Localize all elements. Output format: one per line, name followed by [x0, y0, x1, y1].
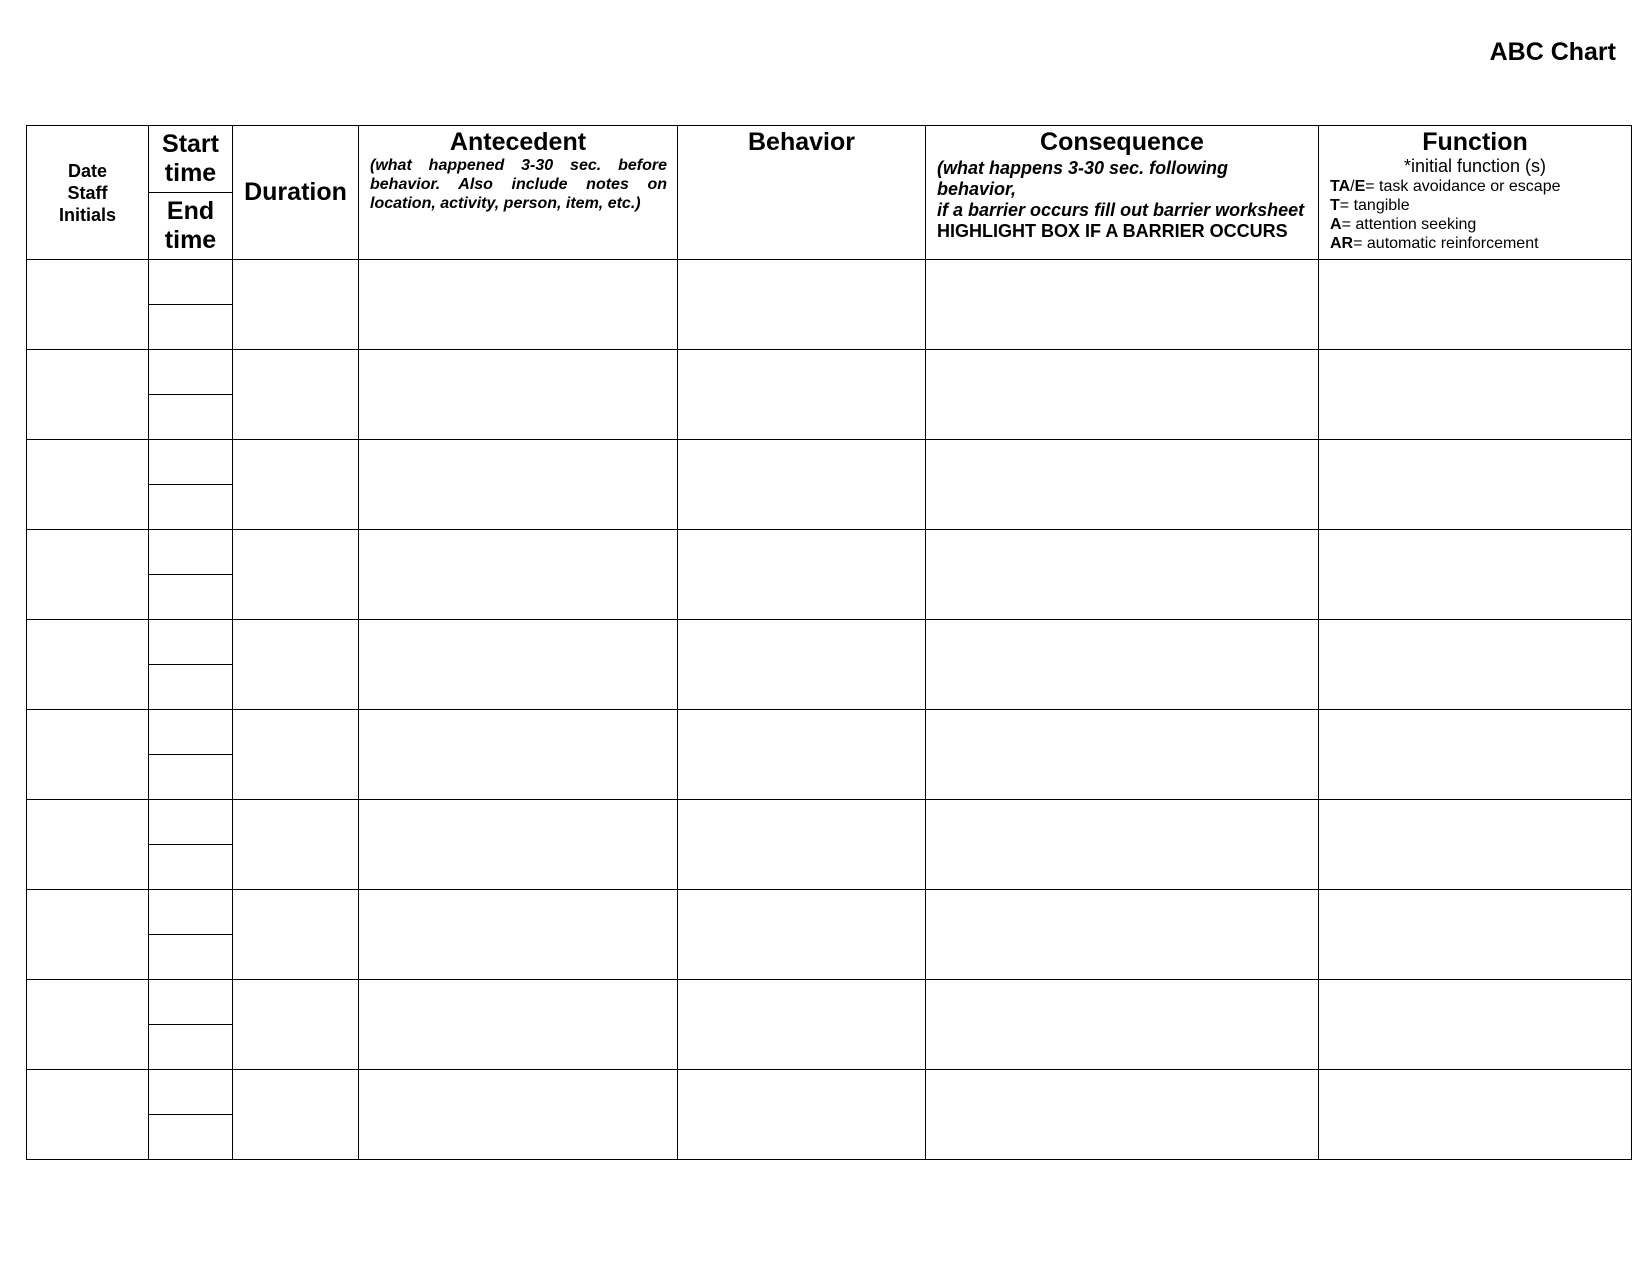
date-staff-cell[interactable]: [27, 1070, 149, 1160]
table-row: [27, 800, 1632, 890]
end-time-cell[interactable]: [149, 845, 232, 889]
function-title: Function: [1422, 128, 1528, 156]
behavior-cell[interactable]: [678, 440, 926, 530]
behavior-cell[interactable]: [678, 350, 926, 440]
table-row: [27, 350, 1632, 440]
consequence-cell[interactable]: [926, 980, 1319, 1070]
start-time-cell[interactable]: [149, 980, 232, 1025]
start-time-cell[interactable]: [149, 620, 232, 665]
table-row: [27, 620, 1632, 710]
behavior-title: Behavior: [748, 128, 855, 156]
end-time-cell[interactable]: [149, 485, 232, 529]
consequence-cell[interactable]: [926, 260, 1319, 350]
header-consequence: [926, 126, 1319, 260]
date-staff-cell[interactable]: [27, 800, 149, 890]
function-cell[interactable]: [1319, 890, 1632, 980]
start-time-cell[interactable]: [149, 710, 232, 755]
table-row: [27, 260, 1632, 350]
time-cell: [149, 530, 233, 620]
behavior-cell[interactable]: [678, 980, 926, 1070]
antecedent-cell[interactable]: [359, 1070, 678, 1160]
function-cell[interactable]: [1319, 980, 1632, 1070]
consequence-title: Consequence: [1040, 128, 1204, 156]
duration-cell[interactable]: [233, 1070, 359, 1160]
time-cell: [149, 980, 233, 1070]
date-staff-cell[interactable]: [27, 710, 149, 800]
start-time-cell[interactable]: [149, 800, 232, 845]
header-duration: Duration: [233, 126, 359, 260]
duration-cell[interactable]: [233, 440, 359, 530]
start-time-cell[interactable]: [149, 350, 232, 395]
function-cell[interactable]: [1319, 440, 1632, 530]
time-cell: [149, 350, 233, 440]
start-time-cell[interactable]: [149, 530, 232, 575]
antecedent-cell[interactable]: [359, 620, 678, 710]
antecedent-cell[interactable]: [359, 260, 678, 350]
time-cell: [149, 800, 233, 890]
date-staff-cell[interactable]: [27, 440, 149, 530]
table-row: [27, 710, 1632, 800]
duration-cell[interactable]: [233, 620, 359, 710]
behavior-cell[interactable]: [678, 800, 926, 890]
header-date: Date: [67, 160, 107, 181]
duration-cell[interactable]: [233, 980, 359, 1070]
start-time-cell[interactable]: [149, 440, 232, 485]
time-cell: [149, 1070, 233, 1160]
consequence-cell[interactable]: [926, 440, 1319, 530]
function-item-ta-e: TA/E= task avoidance or escape: [1330, 178, 1561, 195]
duration-cell[interactable]: [233, 530, 359, 620]
duration-cell[interactable]: [233, 890, 359, 980]
duration-cell[interactable]: [233, 800, 359, 890]
function-cell[interactable]: [1319, 1070, 1632, 1160]
time-cell: [149, 890, 233, 980]
consequence-cell[interactable]: [926, 620, 1319, 710]
function-item-a: A= attention seeking: [1330, 216, 1477, 233]
antecedent-cell[interactable]: [359, 980, 678, 1070]
function-cell[interactable]: [1319, 260, 1632, 350]
table-row: [27, 980, 1632, 1070]
behavior-cell[interactable]: [678, 710, 926, 800]
date-staff-cell[interactable]: [27, 620, 149, 710]
function-cell[interactable]: [1319, 530, 1632, 620]
antecedent-cell[interactable]: [359, 890, 678, 980]
time-cell: [149, 440, 233, 530]
date-staff-cell[interactable]: [27, 530, 149, 620]
behavior-cell[interactable]: [678, 530, 926, 620]
end-time-cell[interactable]: [149, 1115, 232, 1159]
header-function: [1319, 126, 1632, 260]
end-time-cell[interactable]: [149, 395, 232, 439]
date-staff-cell[interactable]: [27, 890, 149, 980]
time-cell: [149, 260, 233, 350]
antecedent-cell[interactable]: [359, 530, 678, 620]
antecedent-cell[interactable]: [359, 800, 678, 890]
table-row: [27, 1070, 1632, 1160]
header-end-time: End time: [164, 197, 217, 254]
end-time-cell[interactable]: [149, 935, 232, 979]
consequence-cell[interactable]: [926, 350, 1319, 440]
header-start-time: Start time: [149, 126, 232, 193]
header-time: [149, 126, 233, 260]
header-staff: Staff: [67, 182, 108, 203]
date-staff-cell[interactable]: [27, 260, 149, 350]
abc-chart-table: [26, 125, 1632, 1160]
table-row: [27, 440, 1632, 530]
consequence-note: (what happens 3-30 sec. following behavior, if a barrier occurs fill out barrier worksheet: [937, 158, 1305, 220]
function-cell[interactable]: [1319, 350, 1632, 440]
consequence-cell[interactable]: [926, 890, 1319, 980]
behavior-cell[interactable]: [678, 260, 926, 350]
header-antecedent: [359, 126, 678, 260]
function-item-ar: AR= automatic reinforcement: [1330, 235, 1539, 252]
header-row: [27, 126, 1632, 260]
end-time-cell[interactable]: [149, 1025, 232, 1069]
duration-cell[interactable]: [233, 260, 359, 350]
table-row: [27, 530, 1632, 620]
consequence-cell[interactable]: [926, 800, 1319, 890]
antecedent-title: Antecedent: [449, 128, 587, 156]
consequence-cell[interactable]: [926, 1070, 1319, 1160]
end-time-cell[interactable]: [149, 575, 232, 619]
function-item-t: T= tangible: [1330, 197, 1410, 214]
end-time-cell[interactable]: [149, 755, 232, 799]
antecedent-cell[interactable]: [359, 710, 678, 800]
end-time-cell[interactable]: [149, 305, 232, 349]
behavior-cell[interactable]: [678, 1070, 926, 1160]
consequence-cell[interactable]: [926, 530, 1319, 620]
start-time-cell[interactable]: [149, 260, 232, 305]
behavior-cell[interactable]: [678, 620, 926, 710]
table-row: [27, 890, 1632, 980]
consequence-warning: HIGHLIGHT BOX IF A BARRIER OCCURS: [937, 221, 1288, 241]
function-cell[interactable]: [1319, 620, 1632, 710]
function-cell[interactable]: [1319, 710, 1632, 800]
date-staff-cell[interactable]: [27, 350, 149, 440]
header-behavior: [678, 126, 926, 260]
start-time-cell[interactable]: [149, 1070, 232, 1115]
header-initials: Initials: [58, 204, 116, 225]
date-staff-cell[interactable]: [27, 980, 149, 1070]
function-subtitle: *initial function (s): [1403, 156, 1547, 176]
function-cell[interactable]: [1319, 800, 1632, 890]
time-cell: [149, 620, 233, 710]
start-time-cell[interactable]: [149, 890, 232, 935]
header-date-staff-initials: [27, 126, 149, 260]
time-cell: [149, 710, 233, 800]
page-title: ABC Chart: [1489, 38, 1616, 66]
behavior-cell[interactable]: [678, 890, 926, 980]
antecedent-cell[interactable]: [359, 350, 678, 440]
antecedent-cell[interactable]: [359, 440, 678, 530]
duration-cell[interactable]: [233, 710, 359, 800]
duration-cell[interactable]: [233, 350, 359, 440]
end-time-cell[interactable]: [149, 665, 232, 709]
antecedent-note: (what happened 3-30 sec. before behavior. Also include notes on location, activity, person, item, etc.): [370, 157, 667, 212]
consequence-cell[interactable]: [926, 710, 1319, 800]
